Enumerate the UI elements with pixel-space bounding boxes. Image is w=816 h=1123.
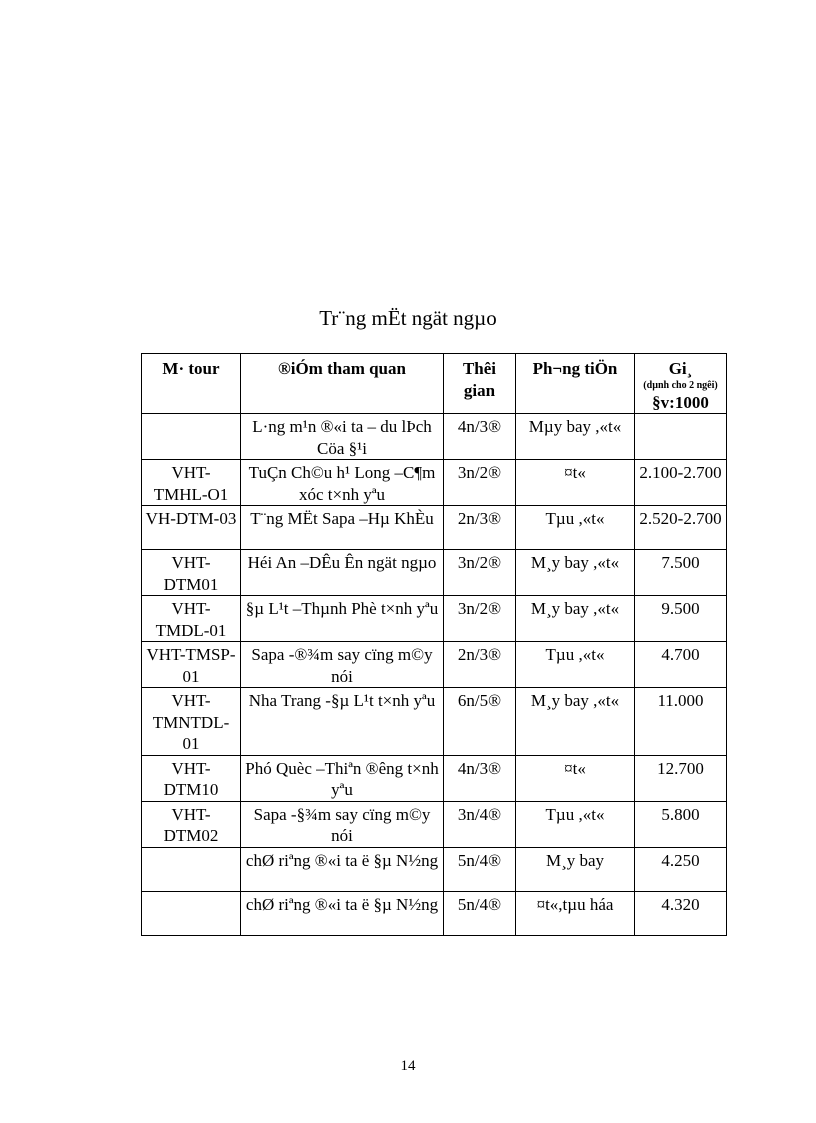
cell-price: 7.500	[635, 550, 727, 596]
cell-vehicle: M¸y bay ,«t«	[516, 688, 635, 756]
table-row	[142, 550, 727, 596]
table-row	[142, 891, 727, 935]
cell-places: chØ riªng ®«i ta ë §µ N½ng	[241, 847, 444, 891]
tour-table	[141, 353, 727, 936]
cell-vehicle: M¸y bay	[516, 847, 635, 891]
cell-vehicle: M¸y bay ,«t«	[516, 596, 635, 642]
cell-places: Sapa -§¾m say cïng m©y nói	[241, 801, 444, 847]
cell-vehicle: Mµy bay ,«t«	[516, 414, 635, 460]
cell-code: VHT-TMDL-01	[142, 596, 241, 642]
table-row	[142, 642, 727, 688]
cell-price: 4.700	[635, 642, 727, 688]
cell-places: T¨ng MËt Sapa –Hµ KhÈu	[241, 506, 444, 550]
cell-vehicle: ¤t«	[516, 755, 635, 801]
table-row	[142, 596, 727, 642]
cell-time: 4n/3®	[444, 414, 516, 460]
cell-price: 4.250	[635, 847, 727, 891]
cell-vehicle: Tµu ,«t«	[516, 801, 635, 847]
header-price	[635, 354, 727, 414]
cell-code: VHT-TMSP-01	[142, 642, 241, 688]
cell-places: Sapa -®¾m say cïng m©y nói	[241, 642, 444, 688]
cell-price: 5.800	[635, 801, 727, 847]
header-places: ®iÓm tham quan	[241, 354, 444, 414]
cell-code	[142, 847, 241, 891]
cell-time: 6n/5®	[444, 688, 516, 756]
cell-vehicle: Tµu ,«t«	[516, 506, 635, 550]
cell-places: Nha Trang -§µ L¹t t×nh yªu	[241, 688, 444, 756]
header-code: M· tour	[142, 354, 241, 414]
header-vehicle: Ph¬ng tiÖn	[516, 354, 635, 414]
cell-places: Phó Quèc –Thiªn ®êng t×nh yªu	[241, 755, 444, 801]
table-row	[142, 847, 727, 891]
cell-code	[142, 414, 241, 460]
cell-vehicle: ¤t«	[516, 460, 635, 506]
cell-price: 9.500	[635, 596, 727, 642]
cell-price: 12.700	[635, 755, 727, 801]
cell-time: 3n/2®	[444, 550, 516, 596]
cell-places: TuÇn Ch©u h¹ Long –C¶m xóc t×nh yªu	[241, 460, 444, 506]
cell-code: VHT-TMNTDL-01	[142, 688, 241, 756]
cell-code: VHT-DTM01	[142, 550, 241, 596]
cell-code: VHT-DTM02	[142, 801, 241, 847]
cell-time: 3n/2®	[444, 596, 516, 642]
cell-price: 11.000	[635, 688, 727, 756]
page-number: 14	[400, 1058, 416, 1074]
cell-price	[635, 414, 727, 460]
header-row	[142, 354, 727, 414]
cell-code: VHT-TMHL-O1	[142, 460, 241, 506]
table-row	[142, 414, 727, 460]
cell-vehicle: ¤t«,tµu háa	[516, 891, 635, 935]
cell-price: 2.100-2.700	[635, 460, 727, 506]
cell-price: 4.320	[635, 891, 727, 935]
cell-code: VH-DTM-03	[142, 506, 241, 550]
cell-places: Héi An –DÊu Ên ngät ngµo	[241, 550, 444, 596]
cell-code	[142, 891, 241, 935]
cell-places: §µ L¹t –Thµnh Phè t×nh yªu	[241, 596, 444, 642]
cell-price: 2.520-2.700	[635, 506, 727, 550]
cell-vehicle: M¸y bay ,«t«	[516, 550, 635, 596]
table-title: Tr¨ng mËt ngät ngµo	[319, 306, 497, 330]
table-row	[142, 506, 727, 550]
header-price-unit: §v:1000	[652, 392, 709, 412]
cell-time: 5n/4®	[444, 891, 516, 935]
cell-time: 4n/3®	[444, 755, 516, 801]
cell-time: 5n/4®	[444, 847, 516, 891]
cell-time: 3n/2®	[444, 460, 516, 506]
cell-time: 2n/3®	[444, 642, 516, 688]
cell-places: L·ng m¹n ®«i ta – du lÞch Cöa §¹i	[241, 414, 444, 460]
cell-places: chØ riªng ®«i ta ë §µ N½ng	[241, 891, 444, 935]
table-row	[142, 801, 727, 847]
cell-time: 3n/4®	[444, 801, 516, 847]
table-row	[142, 755, 727, 801]
cell-vehicle: Tµu ,«t«	[516, 642, 635, 688]
header-price-main: Gi¸	[668, 359, 693, 378]
header-time: Thêi gian	[444, 354, 516, 414]
cell-code: VHT-DTM10	[142, 755, 241, 801]
table-row	[142, 460, 727, 506]
cell-time: 2n/3®	[444, 506, 516, 550]
table-row	[142, 688, 727, 756]
header-price-note: (dµnh cho 2 ngêi)	[643, 379, 718, 391]
